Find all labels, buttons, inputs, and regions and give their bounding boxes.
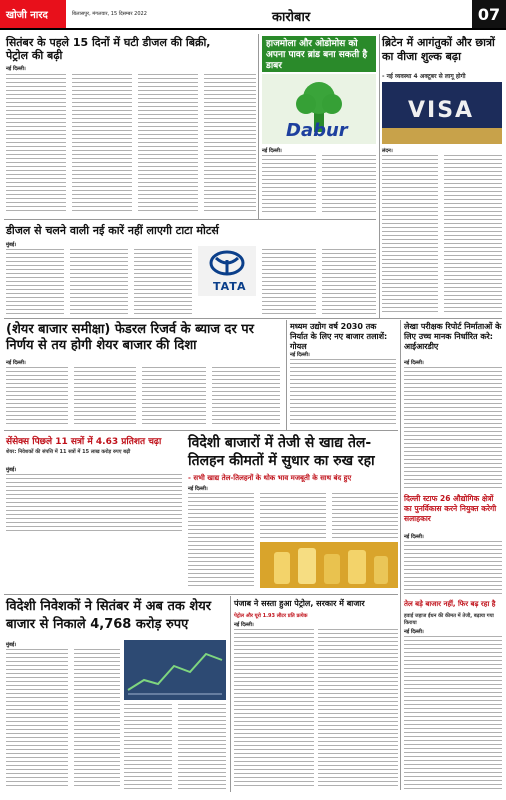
- section-rule: [4, 594, 398, 595]
- dateline-exports: नई दिल्ली।: [290, 352, 310, 358]
- headline-fpi: विदेशी निवेशकों ने सितंबर में अब तक शेयर बाजार से निकाले 4,768 करोड़ रुपए: [6, 599, 212, 632]
- dateline-lic: नई दिल्ली।: [404, 534, 424, 540]
- headline-tata: डीजल से चलने वाली नई कारें नहीं लाएगी टाटा मोटर्स: [6, 224, 219, 237]
- section-rule: [4, 430, 398, 431]
- dabur-logo-panel: [262, 74, 376, 144]
- body-fuel-price: [404, 636, 502, 790]
- body-fed-col4: [212, 367, 280, 427]
- body-diesel-col2: [72, 74, 132, 214]
- fpi-photo: [124, 640, 226, 700]
- body-fpi-col2: [74, 649, 120, 789]
- dateline-fpi: मुंबई।: [6, 642, 17, 648]
- section-rule: [4, 318, 502, 319]
- body-visa-col2: [444, 155, 502, 315]
- headline-audit: लेखा परीक्षक रिपोर्ट निर्माताओं के लिए उच्च मानक निर्धारित करे: आईआरडीए: [404, 322, 502, 351]
- headline-fed: (शेयर बाजार समीक्षा) फेडरल रिजर्व के ब्याज दर पर निर्णय से तय होगी शेयर बाजार की दिशा: [6, 322, 255, 353]
- dateline-edible-oil: नई दिल्ली।: [188, 486, 208, 492]
- headline-sensex: सेंसेक्स पिछले 11 सत्रों में 4.63 प्रतिशत चढ़ा: [6, 437, 162, 447]
- section-rule: [4, 219, 376, 220]
- oil-bottles-icon: [260, 542, 398, 588]
- subhead-punjab: पेट्रोल और यूरो 1.93 लीटर प्रति प्रत्येक: [234, 613, 308, 619]
- headline-dabur: हाजमोला और ओडोमोस को अपना पावर ब्रांड बना सकती है डाबर: [266, 39, 368, 71]
- body-fed-col2: [74, 367, 136, 427]
- masthead-logo: खोजी नारद: [0, 0, 66, 28]
- headline-edible-oil: विदेशी बाजारों में तेजी से खाद्य तेल-तिलहन कीमतों में सुधार का रुख रहा: [188, 435, 375, 469]
- headline-exports: मध्यम उद्योग वर्ष 2030 तक निर्यात के लिए नए बाजार तलाशें: गोयल: [290, 322, 388, 351]
- headline-fuel-price: तेल बड़े बाजार नहीं, फिर बढ़ रहा है: [404, 600, 496, 608]
- body-visa-col1: [382, 155, 438, 315]
- dateline-fed: नई दिल्ली।: [6, 360, 26, 366]
- subhead-sensex: शेयर: निवेशकों की संपत्ति में 11 सत्रों में 15 लाख करोड़ रुपए बढ़ी: [6, 449, 131, 455]
- subhead-edible-oil: - सभी खाद्य तेल-तिलहनों के थोक भाव मजबूती के साथ बंद हुए: [188, 474, 352, 482]
- body-tata-col2: [70, 249, 128, 315]
- headline-lic: दिल्ली स्टाफ 26 औद्योगिक क्षेत्रों का पुनर्विकास करने नियुक्त करेगी सलाहकार: [404, 494, 497, 523]
- dateline-audit: नई दिल्ली।: [404, 360, 424, 366]
- body-fed-col3: [142, 367, 206, 427]
- dateline-diesel: नई दिल्ली।: [6, 66, 26, 72]
- body-edible-oil-col1: [188, 493, 254, 589]
- dateline-dabur: नई दिल्ली।: [262, 148, 282, 154]
- dabur-logo-text: Dabur: [286, 120, 348, 141]
- body-sensex: [6, 474, 182, 534]
- body-diesel-col3: [138, 74, 198, 214]
- body-fpi-col4: [178, 704, 226, 789]
- dateline-punjab: नई दिल्ली।: [234, 622, 254, 628]
- body-edible-oil-col3: [332, 493, 398, 539]
- headline-diesel: सितंबर के पहले 15 दिनों में घटी डीजल की बिक्री, पेट्रोल की बढ़ी: [6, 36, 211, 62]
- column-rule: [258, 34, 259, 219]
- visa-card-text: VISA: [408, 98, 475, 123]
- body-diesel-col1: [6, 74, 66, 214]
- dateline-fuel-price: नई दिल्ली।: [404, 629, 424, 635]
- subhead-fuel-price: हवाई जहाज ईंधन की कीमत में तेजी, बढ़ाया गया किराया: [404, 613, 494, 626]
- tata-logo-text: TATA: [213, 280, 247, 293]
- stock-chart-icon: [124, 640, 226, 700]
- column-rule: [230, 596, 231, 792]
- column-rule: [400, 320, 401, 790]
- body-audit: [404, 367, 502, 489]
- body-fpi-col1: [6, 649, 68, 789]
- edible-oil-photo: [260, 542, 398, 588]
- body-tata-col3: [134, 249, 192, 315]
- body-punjab-col2: [318, 629, 398, 789]
- body-dabur-col2: [322, 155, 376, 215]
- body-dabur-col1: [262, 155, 316, 215]
- body-diesel-col4: [204, 74, 256, 214]
- visa-card-stripe: [382, 128, 502, 144]
- body-punjab-col1: [234, 629, 314, 789]
- body-edible-oil-col2: [260, 493, 326, 539]
- tata-logo-panel: [198, 246, 256, 296]
- dateline-sensex: मुंबई।: [6, 467, 17, 473]
- body-lic: [404, 541, 502, 597]
- page-header: [0, 0, 506, 30]
- page-number: 07: [472, 0, 506, 28]
- headline-punjab: पंजाब ने सस्ता हुआ पेट्रोल, सरकार में बाजार: [234, 599, 365, 608]
- dateline-tata: मुंबई।: [6, 242, 17, 248]
- body-fpi-col3: [124, 704, 172, 789]
- dateline-visa: लंदन।: [382, 148, 393, 154]
- headline-visa: ब्रिटेन में आगंतुकों और छात्रों का वीजा शुल्क बढ़ा: [382, 36, 495, 63]
- body-tata-col6: [322, 249, 376, 315]
- body-exports: [290, 359, 396, 427]
- body-tata-col5: [262, 249, 316, 315]
- column-rule: [379, 34, 380, 319]
- masthead-dateline: बिलासपुर, मंगलवार, 15 दिसम्बर 2022: [72, 11, 147, 17]
- subhead-visa: - नई व्यवस्था 4 अक्टूबर से लागू होगी: [382, 73, 466, 80]
- visa-card-image: [382, 82, 502, 144]
- tata-logo-icon: [198, 246, 256, 280]
- column-rule: [286, 320, 287, 430]
- dabur-headline-box: [262, 36, 376, 72]
- body-fed-col1: [6, 367, 68, 427]
- section-title: कारोबार: [272, 10, 311, 25]
- body-tata-col1: [6, 249, 64, 315]
